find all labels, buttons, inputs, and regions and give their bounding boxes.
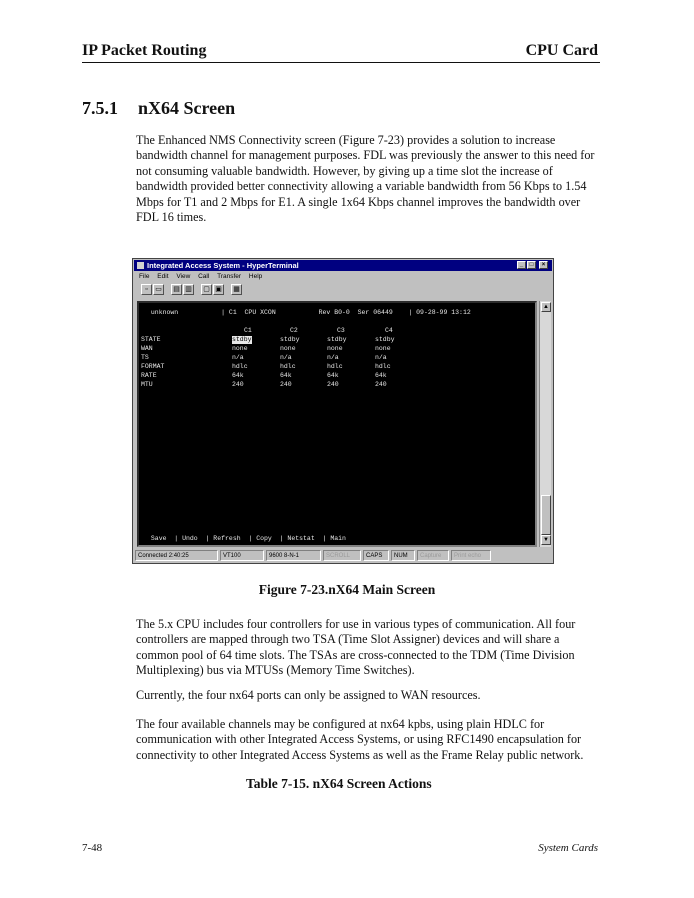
- wan-c2-cell[interactable]: none: [280, 345, 296, 352]
- status-capture: Capture: [417, 550, 449, 561]
- mtu-c3-cell[interactable]: 240: [327, 381, 339, 388]
- controllers-paragraph: The 5.x CPU includes four controllers for use in various types of communication. All four controllers are mapped through two TSA (Time Slot Assigner) devices and will share a common pool of 64 time slots. The TSAs are cross-connected to the TDM (Time Division Multiplexing) bus via MTUSs (Memory Time Switches).: [136, 617, 576, 678]
- new-icon[interactable]: ▫: [141, 284, 152, 295]
- row-label-mtu: MTU: [141, 381, 153, 388]
- ts-c1-cell[interactable]: n/a: [232, 354, 244, 361]
- format-c1-cell[interactable]: hdlc: [232, 363, 248, 370]
- ts-c4-cell[interactable]: n/a: [375, 354, 387, 361]
- column-header-c3: C3: [337, 327, 345, 334]
- status-print-echo: Print echo: [451, 550, 491, 561]
- row-label-wan: WAN: [141, 345, 153, 352]
- ts-c2-cell[interactable]: n/a: [280, 354, 292, 361]
- figure-caption: Figure 7-23.nX64 Main Screen: [258, 582, 436, 597]
- row-label-ts: TS: [141, 354, 149, 361]
- column-header-c4: C4: [385, 327, 393, 334]
- running-header-title: IP Packet Routing: [82, 42, 207, 59]
- properties-icon[interactable]: ▥: [183, 284, 194, 295]
- column-header-c2: C2: [290, 327, 298, 334]
- wan-resources-paragraph: Currently, the four nx64 ports can only be assigned to WAN resources.: [136, 688, 481, 702]
- close-icon[interactable]: ×: [539, 261, 548, 269]
- rate-c2-cell[interactable]: 64k: [280, 372, 292, 379]
- header-rule: [82, 62, 600, 63]
- wan-c1-cell[interactable]: none: [232, 345, 248, 352]
- vertical-scrollbar[interactable]: [539, 301, 551, 547]
- rate-c3-cell[interactable]: 64k: [327, 372, 339, 379]
- terminal-command-line[interactable]: Save | Undo | Refresh | Copy | Netstat | Main: [147, 535, 346, 542]
- disconnect-icon[interactable]: ▦: [231, 284, 242, 295]
- status-caps: CAPS: [363, 550, 389, 561]
- state-c4-cell[interactable]: stdby: [375, 336, 395, 343]
- section-heading: [82, 98, 235, 119]
- running-header-section: CPU Card: [525, 42, 598, 59]
- mtu-c2-cell[interactable]: 240: [280, 381, 292, 388]
- rate-c4-cell[interactable]: 64k: [375, 372, 387, 379]
- page-number: 7-48: [82, 842, 103, 854]
- table-caption: Table 7-15. nX64 Screen Actions: [246, 776, 432, 791]
- state-c2-cell[interactable]: stdby: [280, 336, 300, 343]
- menu-view[interactable]: View: [176, 273, 191, 280]
- scroll-down-icon[interactable]: ▼: [541, 535, 551, 545]
- maximize-icon[interactable]: □: [527, 261, 536, 269]
- status-emulation: VT100: [220, 550, 264, 561]
- menu-edit[interactable]: Edit: [157, 273, 169, 280]
- send-icon[interactable]: ▢: [201, 284, 212, 295]
- minimize-icon[interactable]: _: [517, 261, 526, 269]
- receive-icon[interactable]: ▣: [213, 284, 224, 295]
- section-title: nX64 Screen: [138, 98, 236, 118]
- toolbar: [135, 283, 551, 299]
- mtu-c1-cell[interactable]: 240: [232, 381, 244, 388]
- section-number: 7.5.1: [82, 98, 118, 118]
- menu-bar: [135, 272, 264, 282]
- mtu-c4-cell[interactable]: 240: [375, 381, 387, 388]
- status-port-settings: 9600 8-N-1: [266, 550, 321, 561]
- wan-c4-cell[interactable]: none: [375, 345, 391, 352]
- ts-c3-cell[interactable]: n/a: [327, 354, 339, 361]
- row-label-rate: RATE: [141, 372, 157, 379]
- print-icon[interactable]: ▤: [171, 284, 182, 295]
- rate-c1-cell[interactable]: 64k: [232, 372, 244, 379]
- menu-transfer[interactable]: Transfer: [217, 273, 242, 280]
- window-statusbar: [135, 550, 553, 562]
- app-icon: [137, 262, 144, 269]
- scroll-thumb[interactable]: [541, 495, 551, 535]
- status-scroll: SCROLL: [323, 550, 361, 561]
- format-c4-cell[interactable]: hdlc: [375, 363, 391, 370]
- footer-section: System Cards: [538, 842, 598, 854]
- terminal-screen[interactable]: [137, 301, 537, 547]
- scroll-up-icon[interactable]: ▲: [541, 302, 551, 312]
- row-label-state: STATE: [141, 336, 161, 343]
- status-num: NUM: [391, 550, 415, 561]
- window-title: Integrated Access System - HyperTerminal: [147, 261, 299, 270]
- menu-call[interactable]: Call: [198, 273, 210, 280]
- hyperterminal-window: [132, 258, 554, 564]
- intro-paragraph: The Enhanced NMS Connectivity screen (Figure 7-23) provides a solution to increase bandwidth channel for management purposes. FDL was previously the answer to this need for not consuming valuable bandwidth. However, by giving up a time slot the increase of bandwidth provided better connectivity allowing a variable bandwidth from 56 Kbps to 1.54 Mbps for T1 and 2 Mbps for E1. A single 1x64 Kbps channel improves the bandwidth over FDL 16 times.: [136, 133, 595, 225]
- terminal-status-line: unknown | C1 CPU XCON Rev B0-0 Ser 06449 | 09-28-99 13:12: [147, 309, 471, 316]
- row-label-format: FORMAT: [141, 363, 165, 370]
- state-c1-cell[interactable]: stdby: [232, 336, 252, 343]
- menu-help[interactable]: Help: [248, 273, 263, 280]
- window-titlebar: [134, 260, 552, 271]
- wan-c3-cell[interactable]: none: [327, 345, 343, 352]
- column-header-c1: C1: [244, 327, 252, 334]
- menu-file[interactable]: File: [139, 273, 150, 280]
- status-connected: Connected 2:40:25: [135, 550, 218, 561]
- format-c3-cell[interactable]: hdlc: [327, 363, 343, 370]
- state-c3-cell[interactable]: stdby: [327, 336, 347, 343]
- open-icon[interactable]: ▭: [153, 284, 164, 295]
- format-c2-cell[interactable]: hdlc: [280, 363, 296, 370]
- channels-paragraph: The four available channels may be configured at nx64 kpbs, using plain HDLC for communication with other Integrated Access Systems, or using RFC1490 encapsulation for connectivity to other Integrated Access Systems as well as the Frame Relay public network.: [136, 717, 584, 762]
